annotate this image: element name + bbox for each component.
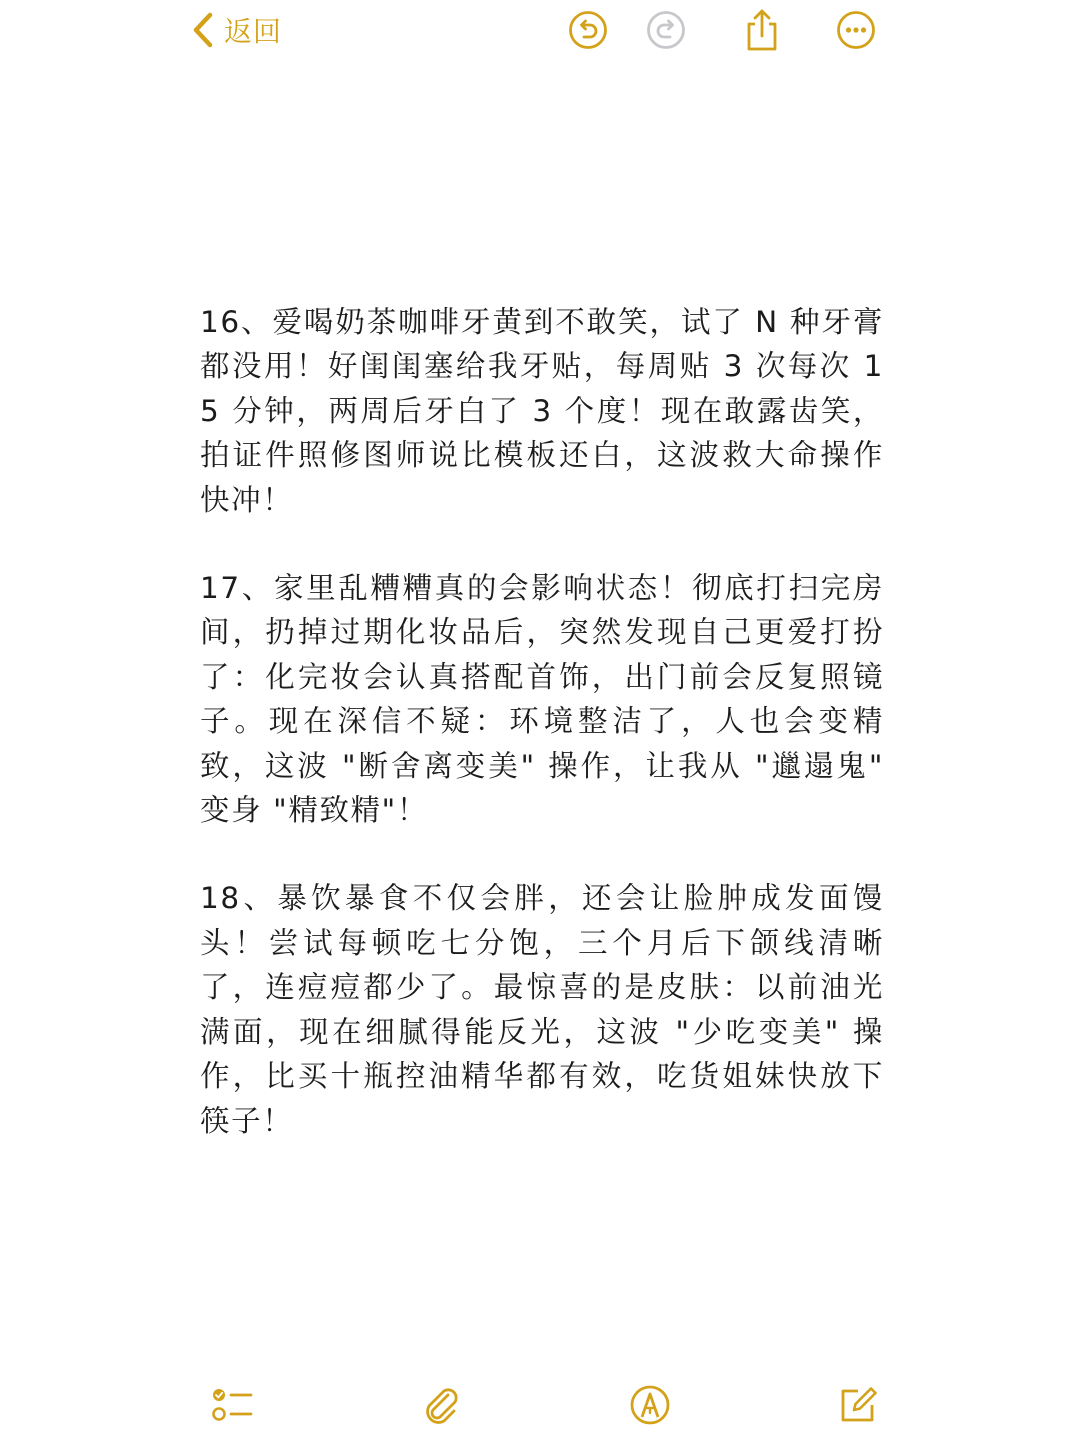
- markup-button[interactable]: [628, 1383, 672, 1427]
- more-icon: [836, 10, 876, 50]
- undo-button[interactable]: [566, 8, 610, 52]
- chevron-left-icon: [192, 12, 214, 48]
- note-body[interactable]: [200, 300, 884, 1187]
- checklist-icon: [210, 1385, 254, 1425]
- note-paragraph-17: 17、家里乱糟糟真的会影响状态！彻底打扫完房间，扔掉过期化妆品后，突然发现自己更爱打扮了：化完妆会认真搭配首饰，出门前会反复照镜子。现在深信不疑：环境整洁了，人也会变精致，这波 "断舍离变美" 操作，让我从 "邋遢鬼" 变身 "精致精"！: [200, 571, 884, 828]
- redo-button[interactable]: [644, 8, 688, 52]
- share-icon: [744, 8, 780, 52]
- back-button[interactable]: [192, 8, 282, 52]
- back-label: 返回: [224, 15, 283, 48]
- markup-pen-icon: [629, 1384, 671, 1426]
- note-paragraph-16: 16、爱喝奶茶咖啡牙黄到不敢笑，试了 N 种牙膏都没用！好闺闺塞给我牙贴，每周贴 3 次每次 15 分钟，两周后牙白了 3 个度！现在敢露齿笑，拍证件照修图师说比模板还白，这波救大命操作快冲！: [200, 305, 884, 517]
- undo-icon: [568, 10, 608, 50]
- attachment-button[interactable]: [420, 1383, 464, 1427]
- redo-icon: [646, 10, 686, 50]
- more-button[interactable]: [834, 8, 878, 52]
- compose-icon: [836, 1383, 880, 1427]
- compose-button[interactable]: [836, 1383, 880, 1427]
- paperclip-icon: [420, 1383, 464, 1427]
- top-toolbar: [0, 0, 1080, 60]
- checklist-button[interactable]: [210, 1383, 254, 1427]
- note-paragraph-18: 18、暴饮暴食不仅会胖，还会让脸肿成发面馒头！尝试每顿吃七分饱，三个月后下颌线清晰了，连痘痘都少了。最惊喜的是皮肤：以前油光满面，现在细腻得能反光，这波 "少吃变美" 操作，比买十瓶控油精华都有效，吃货姐妹快放下筷子！: [200, 881, 884, 1138]
- bottom-toolbar: [0, 1373, 1080, 1443]
- share-button[interactable]: [740, 8, 784, 52]
